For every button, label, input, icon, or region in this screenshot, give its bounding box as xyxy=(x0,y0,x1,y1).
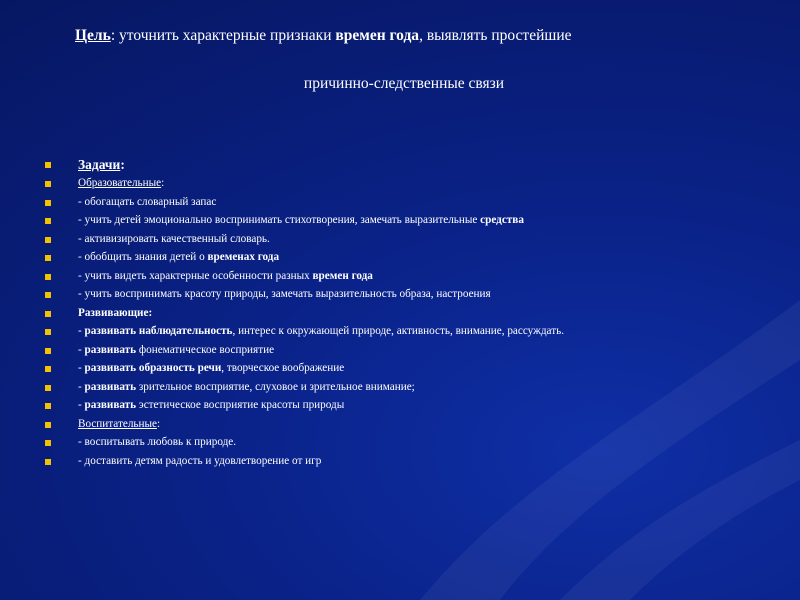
list-item xyxy=(44,193,784,212)
goal-block xyxy=(75,26,775,94)
list-item-text: эстетическое восприятие красоты природы xyxy=(136,399,345,411)
list-item-text: - активизировать качественный словарь. xyxy=(78,232,270,245)
list-item-text: развивать наблюдательность xyxy=(84,325,233,337)
list-item-text: - учить воспринимать красоту природы, замечать выразительность образа, настроения xyxy=(78,288,491,300)
section-label: Образовательные xyxy=(78,177,162,189)
goal-line-1 xyxy=(75,26,775,46)
section-educational xyxy=(44,174,784,193)
section-upbringing xyxy=(44,415,784,434)
list-item-text: - обогащать словарный запас xyxy=(78,195,217,208)
section-developmental xyxy=(44,304,784,323)
list-item-text: - xyxy=(78,362,85,374)
list-item-text: развивать xyxy=(84,380,137,393)
goal-text: , выявлять простейшие xyxy=(419,27,572,44)
list-item-text: развивать образность речи xyxy=(84,362,222,374)
list-item-text: - учить детей эмоционально воспринимать стихотворения, замечать выразительные xyxy=(78,214,481,226)
list-item xyxy=(44,267,784,286)
section-colon: : xyxy=(157,417,161,430)
goal-line-2: причинно-следственные связи xyxy=(303,75,505,92)
list-item xyxy=(44,322,784,341)
section-colon: : xyxy=(161,177,165,189)
list-item-text: , интерес к окружающей природе, активность, внимание, рассуждать. xyxy=(232,325,565,337)
section-label: Развивающие xyxy=(78,306,149,319)
list-item-text: зрительное восприятие, слуховое и зрительное внимание; xyxy=(136,380,415,393)
list-item xyxy=(44,433,784,452)
tasks-list xyxy=(44,155,784,470)
section-colon: : xyxy=(148,306,153,319)
section-label: Воспитательные xyxy=(78,417,157,430)
list-item-text: фонематическое восприятие xyxy=(136,343,275,356)
list-item xyxy=(44,378,784,397)
list-item-text: - доставить детям радость и удовлетворение от игр xyxy=(78,454,322,467)
list-item-text: развивать xyxy=(84,399,137,411)
list-item xyxy=(44,452,784,471)
list-item xyxy=(44,285,784,304)
list-item-text: средства xyxy=(480,214,524,226)
list-item xyxy=(44,396,784,415)
list-item-text: , творческое воображение xyxy=(221,362,345,374)
list-item xyxy=(44,230,784,249)
list-item-text: - xyxy=(78,399,85,411)
list-item-text: - обобщить знания детей о xyxy=(78,251,208,263)
tasks-heading-label: Задачи xyxy=(78,157,121,172)
list-item-text: временах года xyxy=(207,251,280,263)
list-item-text: - xyxy=(78,325,85,337)
list-item-text: - учить видеть характерные особенности разных xyxy=(78,269,313,282)
list-item xyxy=(44,341,784,360)
goal-text: : уточнить характерные признаки xyxy=(110,27,336,44)
list-item-text: времен года xyxy=(312,269,373,282)
list-item xyxy=(44,248,784,267)
tasks-heading xyxy=(44,155,784,174)
goal-text-bold: времен года xyxy=(335,27,420,44)
list-item-text: - воспитывать любовь к природе. xyxy=(78,436,237,448)
list-item-text: развивать xyxy=(84,343,137,356)
list-item xyxy=(44,211,784,230)
list-item-text: - xyxy=(78,380,85,393)
list-item-text: - xyxy=(78,343,85,356)
tasks-heading-colon: : xyxy=(120,157,125,172)
goal-label: Цель xyxy=(75,27,111,44)
list-item xyxy=(44,359,784,378)
